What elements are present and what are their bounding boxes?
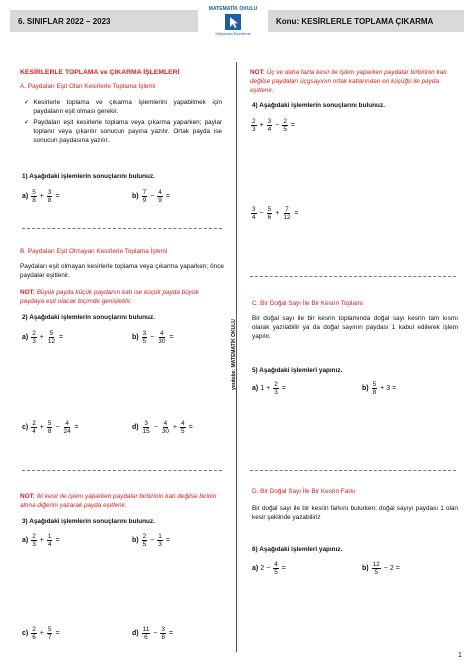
question-1: 1) Aşağıdaki işlemlerin sonuçlarını bulunuz. — [22, 173, 155, 180]
numerator: 4 — [274, 561, 278, 568]
denominator: 5 — [142, 338, 147, 345]
math-expression — [22, 189, 62, 204]
math-expression — [132, 420, 195, 435]
denominator: 3 — [32, 338, 36, 345]
item-label: a) — [22, 537, 29, 544]
fraction — [142, 189, 148, 204]
denominator: 3 — [158, 541, 162, 548]
denominator: 30 — [158, 338, 166, 345]
operator: − — [259, 210, 264, 217]
numerator: 7 — [142, 189, 147, 196]
fraction — [31, 420, 37, 435]
math-expression — [132, 330, 175, 345]
operator: + — [266, 385, 271, 392]
numerator: 11 — [142, 626, 150, 633]
fraction — [47, 420, 53, 435]
denominator: 8 — [32, 197, 36, 204]
logo-title: MATEMATİK OKULU — [208, 6, 258, 12]
header-topic — [268, 10, 464, 32]
fraction — [161, 420, 170, 435]
check-icon: ✓ — [24, 119, 30, 126]
numerator: 2 — [32, 420, 36, 427]
item-label: d) — [132, 424, 139, 431]
operator: − — [275, 122, 280, 129]
math-expression — [362, 561, 402, 576]
question-2: 2) Aşağıdaki işlemlerin sonuçlarını bulunuz. — [22, 314, 155, 321]
section-title: KESİRLERLE TOPLAMA ve ÇIKARMA İŞLEMLERİ — [20, 69, 180, 76]
denominator: 9 — [158, 197, 162, 204]
fraction — [160, 626, 166, 641]
fraction — [251, 206, 257, 221]
fraction — [372, 381, 378, 396]
rule-list — [24, 98, 222, 147]
question-6: 6) Aşağıdaki işlemleri yapınız. — [252, 546, 343, 553]
fraction — [157, 330, 166, 345]
numerator: 2 — [283, 118, 287, 125]
operator: − — [153, 630, 158, 637]
numerator: 1 — [47, 533, 52, 540]
header-left-text: 6. SINIFLAR 2022 – 2023 — [18, 16, 111, 26]
fraction — [372, 561, 381, 576]
item-label: b) — [132, 193, 139, 200]
fraction — [142, 533, 148, 548]
section-a-heading: A. Paydaları Eşit Olan Kesirlerle Toplama İşlemi — [20, 83, 156, 90]
equals-sign: = — [74, 424, 79, 431]
question-5: 5) Aşağıdaki işlemleri yapınız. — [252, 367, 343, 374]
section-d-heading: D. Bir Doğal Sayı İle Bir Kesrin Farkı — [252, 488, 356, 495]
item-label: c) — [22, 630, 29, 637]
denominator: 24 — [63, 428, 71, 435]
math-expression — [132, 626, 175, 641]
equals-sign: = — [55, 630, 60, 637]
denominator: 9 — [142, 197, 147, 204]
numerator: 3 — [267, 118, 272, 125]
fraction — [31, 330, 37, 345]
operator: − — [266, 565, 271, 572]
item-label: b) — [132, 334, 139, 341]
fraction — [63, 420, 72, 435]
equals-sign: = — [59, 334, 64, 341]
operator: + — [172, 424, 178, 431]
numerator: 2 — [32, 626, 36, 633]
operator: − — [55, 424, 60, 431]
operator: + — [275, 210, 280, 217]
numerator: 4 — [158, 189, 162, 196]
denominator: 12 — [47, 338, 55, 345]
operator: + — [39, 193, 44, 200]
operator: − — [150, 193, 155, 200]
equals-sign: = — [168, 630, 173, 637]
numerator: 3 — [144, 420, 148, 427]
side-channel-text: youtube: MATEMATİK OKULU — [231, 319, 237, 390]
numerator: 1 — [158, 533, 162, 540]
integer: 1 — [260, 385, 265, 392]
denominator: 5 — [142, 541, 147, 548]
math-expression — [22, 420, 81, 435]
item-label: b) — [362, 385, 369, 392]
denominator: 4 — [252, 214, 256, 221]
numerator: 5 — [47, 626, 52, 633]
section-d-text: Bir doğal sayı ile bir kesrin farkını bulurken; doğal sayıyı paydası 1 olan kesir şeklinde yazabiliriz — [252, 505, 458, 521]
fraction — [157, 189, 163, 204]
numerator: 3 — [142, 330, 147, 337]
fraction — [142, 330, 148, 345]
equals-sign: = — [294, 210, 299, 217]
denominator: 4 — [47, 541, 52, 548]
fraction — [282, 118, 288, 133]
denominator: 3 — [32, 541, 36, 548]
note-3: NOT: Üç ve daha fazla kesir ile işlem yaparken paydalar birbirinin katı değilse paydaları üçgsayının ortak katlarından en küçüğü ile payda eşitlenir. — [250, 69, 447, 94]
denominator: 6 — [32, 634, 36, 641]
numerator: 2 — [32, 533, 36, 540]
numerator: 3 — [47, 189, 52, 196]
denominator: 6 — [267, 214, 272, 221]
equals-sign: = — [169, 334, 174, 341]
denominator: 4 — [267, 126, 272, 133]
fraction — [47, 533, 53, 548]
section-b-heading: B. Paydaları Eşit Olmayan Kesirlerle Toplama İşlemi — [20, 248, 168, 255]
numerator: 4 — [181, 420, 185, 427]
math-expression — [250, 118, 297, 133]
section-separator — [250, 276, 456, 277]
pointer-cursor-icon — [225, 14, 241, 30]
denominator: 12 — [283, 214, 291, 221]
operator: + — [39, 537, 44, 544]
fraction — [47, 330, 56, 345]
denominator: 15 — [142, 428, 150, 435]
equals-sign: = — [165, 193, 170, 200]
denominator: 3 — [274, 389, 278, 396]
denominator: 8 — [47, 428, 52, 435]
fraction — [282, 206, 291, 221]
fraction — [251, 118, 257, 133]
fraction — [180, 420, 186, 435]
fraction — [142, 420, 151, 435]
integer: 3 — [386, 385, 391, 392]
math-expression — [132, 533, 172, 548]
denominator: 5 — [181, 428, 185, 435]
equals-sign: = — [55, 537, 60, 544]
fraction — [31, 626, 37, 641]
math-expression — [252, 561, 288, 576]
item-label: b) — [362, 565, 369, 572]
operator: − — [150, 537, 155, 544]
operator: + — [39, 424, 44, 431]
equals-sign: = — [55, 193, 60, 200]
item-label: c) — [22, 424, 29, 431]
math-expression — [252, 381, 288, 396]
fraction — [273, 381, 279, 396]
math-expression — [132, 189, 172, 204]
numerator: 2 — [32, 330, 36, 337]
equals-sign: = — [281, 565, 286, 572]
denominator: 4 — [32, 428, 36, 435]
numerator: 4 — [65, 420, 69, 427]
math-expression — [250, 206, 301, 221]
numerator: 2 — [142, 533, 147, 540]
numerator: 2 — [252, 118, 256, 125]
logo — [202, 6, 264, 50]
denominator: 7 — [47, 634, 52, 641]
numerator: 3 — [252, 206, 256, 213]
math-expression — [22, 626, 62, 641]
math-expression — [362, 381, 398, 396]
operator: + — [380, 385, 385, 392]
section-c-text: Bir doğal sayı ile bir kesrin toplamında doğal sayı kesrin tam kısmı olarak yazılabilir ya da doğal sayının paydası 1 kabul edilerek işlem yapılır. — [252, 315, 458, 340]
fraction — [267, 206, 273, 221]
question-3: 3) Aşağıdaki işlemlerin sonuçlarını bulunuz. — [22, 518, 155, 525]
item-label: a) — [22, 334, 29, 341]
fraction — [267, 118, 273, 133]
numerator: 2 — [274, 381, 278, 388]
header-grade-year — [10, 10, 198, 32]
denominator: 8 — [372, 389, 377, 396]
item-label: b) — [132, 537, 139, 544]
fraction — [47, 626, 53, 641]
fraction — [273, 561, 279, 576]
numerator: 4 — [163, 420, 168, 427]
section-separator — [250, 470, 456, 471]
numerator: 4 — [160, 330, 164, 337]
fraction — [31, 533, 37, 548]
fraction — [47, 189, 53, 204]
header-right-text: Konu: KESİRLERLE TOPLAMA ÇIKARMA — [276, 16, 434, 26]
equals-sign: = — [281, 385, 286, 392]
operator: − — [383, 565, 388, 572]
numerator: 12 — [372, 561, 380, 568]
item-label: d) — [132, 630, 139, 637]
page-number: 1 — [458, 652, 462, 659]
numerator: 5 — [372, 381, 377, 388]
operator: − — [150, 334, 155, 341]
section-b-text: Paydaları eşit olmayan kesirlerle toplama veya çıkarma yaparken; önce paydalar eşitlenir. — [20, 263, 224, 279]
numerator: 5 — [32, 189, 36, 196]
check-icon: ✓ — [24, 99, 30, 106]
fraction — [157, 533, 163, 548]
math-expression — [22, 330, 65, 345]
equals-sign: = — [395, 565, 400, 572]
operator: + — [39, 334, 44, 341]
denominator: 3 — [252, 126, 256, 133]
item-label: a) — [22, 193, 29, 200]
rule-item: ✓ Kesirlerle toplama ve çıkarma işlemlerini yapabilmek için paydaların eşit olması gerekir. — [24, 99, 222, 115]
note-1: NOT: Büyük payda küçük paydanın katı ise küçük payda büyük paydaya eşit olacak biçimde genişletilir. — [20, 289, 199, 305]
denominator: 8 — [47, 197, 52, 204]
numerator: 3 — [161, 626, 165, 633]
equals-sign: = — [165, 537, 170, 544]
denominator: 6 — [144, 634, 148, 641]
section-c-heading: C. Bir Doğal Sayı İle Bir Kesrin Toplamı — [252, 300, 364, 307]
denominator: 8 — [161, 634, 165, 641]
operator: + — [259, 122, 264, 129]
integer: 2 — [389, 565, 394, 572]
section-separator — [22, 228, 222, 229]
fraction — [142, 626, 151, 641]
logo-subtitle: Süleyman Bozdemir — [215, 31, 251, 36]
section-separator — [22, 470, 222, 471]
operator: + — [39, 630, 44, 637]
denominator: 5 — [274, 569, 278, 576]
integer: 2 — [260, 565, 265, 572]
item-label: a) — [252, 385, 259, 392]
denominator: 5 — [374, 569, 378, 576]
denominator: 5 — [283, 126, 287, 133]
math-expression — [22, 533, 62, 548]
fraction — [31, 189, 37, 204]
question-4: 4) Aşağıdaki işlemlerin sonuçlarını bulunuz. — [252, 102, 385, 109]
numerator: 7 — [285, 206, 289, 213]
numerator: 5 — [47, 420, 52, 427]
operator: − — [153, 424, 158, 431]
numerator: 5 — [49, 330, 54, 337]
equals-sign: = — [290, 122, 295, 129]
equals-sign: = — [392, 385, 397, 392]
item-label: a) — [252, 565, 259, 572]
rule-item: ✓ Paydaları eşit kesirlerle toplama veya çıkarma yaparken; paylar toplanır veya çıkarılır sonucun payına yazılır. Ortak payda ise sonucun paydasına yazılır. — [24, 119, 222, 144]
equals-sign: = — [188, 424, 193, 431]
numerator: 5 — [267, 206, 272, 213]
note-2: NOT: İki kesir ile işlem yaparken paydalar birbirinin katı değilse birinin altına diğerini yazarak payda eşitlenir. — [20, 493, 217, 509]
denominator: 30 — [161, 428, 169, 435]
